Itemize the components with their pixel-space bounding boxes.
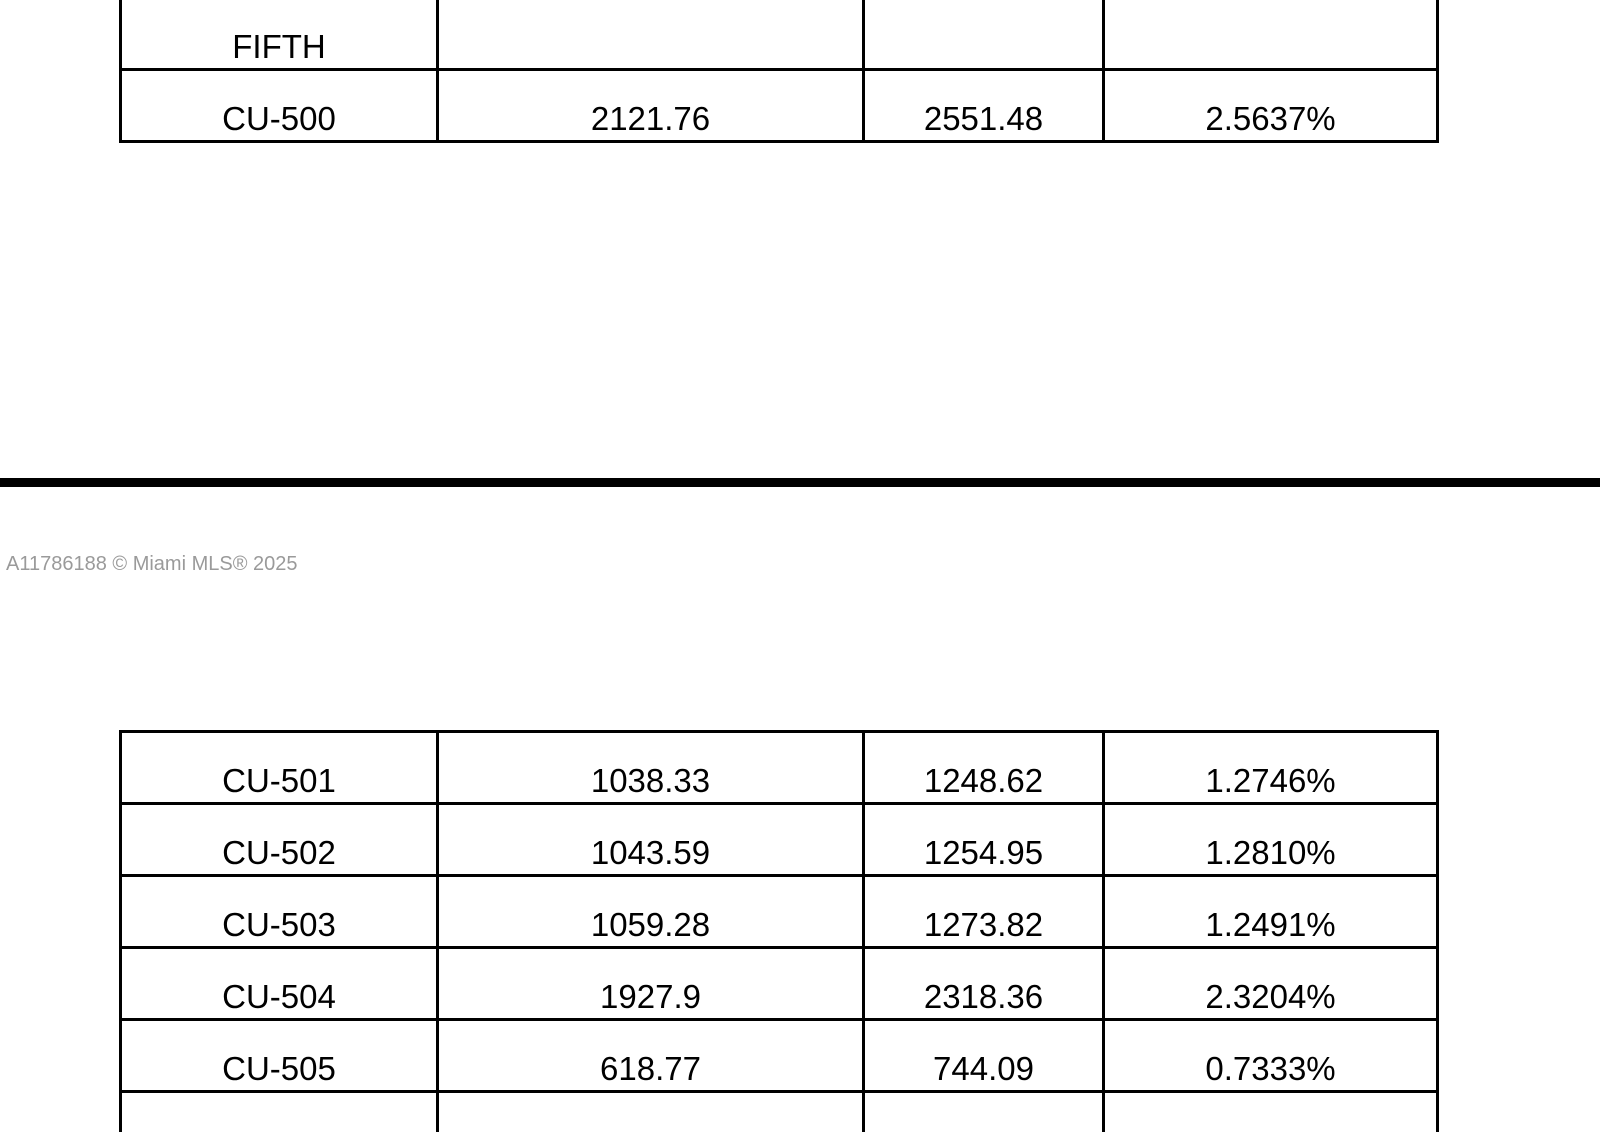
unit-table-bottom-body <box>121 732 1438 1132</box>
value-a-cell: 618.77 <box>438 1020 864 1092</box>
page-divider <box>0 478 1600 487</box>
unit-number-cell <box>121 1092 438 1132</box>
percentage-cell: 1.2810% <box>1104 804 1438 876</box>
unit-table-top <box>119 0 1439 143</box>
unit-number-cell: FIFTH <box>121 0 438 70</box>
value-a-cell <box>438 0 864 70</box>
value-b-cell: 1254.95 <box>864 804 1104 876</box>
percentage-cell: 0.7333% <box>1104 1020 1438 1092</box>
percentage-cell: 2.3204% <box>1104 948 1438 1020</box>
value-b-cell: 2318.36 <box>864 948 1104 1020</box>
value-b-cell <box>864 1092 1104 1132</box>
unit-number-cell: CU-503 <box>121 876 438 948</box>
unit-number-cell: CU-502 <box>121 804 438 876</box>
table-row <box>121 804 1438 876</box>
table-row <box>121 70 1438 142</box>
value-b-cell: 744.09 <box>864 1020 1104 1092</box>
value-b-cell: 1273.82 <box>864 876 1104 948</box>
percentage-cell <box>1104 1092 1438 1132</box>
value-a-cell: 1038.33 <box>438 732 864 804</box>
value-b-cell: 2551.48 <box>864 70 1104 142</box>
table-row <box>121 1020 1438 1092</box>
unit-number-cell: CU-501 <box>121 732 438 804</box>
value-a-cell: 2121.76 <box>438 70 864 142</box>
mls-watermark: A11786188 © Miami MLS® 2025 <box>6 553 298 575</box>
value-a-cell: 1043.59 <box>438 804 864 876</box>
percentage-cell: 1.2491% <box>1104 876 1438 948</box>
value-b-cell <box>864 0 1104 70</box>
table-row <box>121 876 1438 948</box>
unit-number-cell: CU-505 <box>121 1020 438 1092</box>
table-row <box>121 1092 1438 1132</box>
value-a-cell <box>438 1092 864 1132</box>
unit-table-bottom <box>119 730 1439 1132</box>
percentage-cell: 2.5637% <box>1104 70 1438 142</box>
table-row <box>121 0 1438 70</box>
percentage-cell <box>1104 0 1438 70</box>
value-a-cell: 1059.28 <box>438 876 864 948</box>
unit-number-cell: CU-500 <box>121 70 438 142</box>
value-b-cell: 1248.62 <box>864 732 1104 804</box>
unit-number-cell: CU-504 <box>121 948 438 1020</box>
value-a-cell: 1927.9 <box>438 948 864 1020</box>
unit-table-top-body <box>121 0 1438 142</box>
table-row <box>121 732 1438 804</box>
table-row <box>121 948 1438 1020</box>
percentage-cell: 1.2746% <box>1104 732 1438 804</box>
